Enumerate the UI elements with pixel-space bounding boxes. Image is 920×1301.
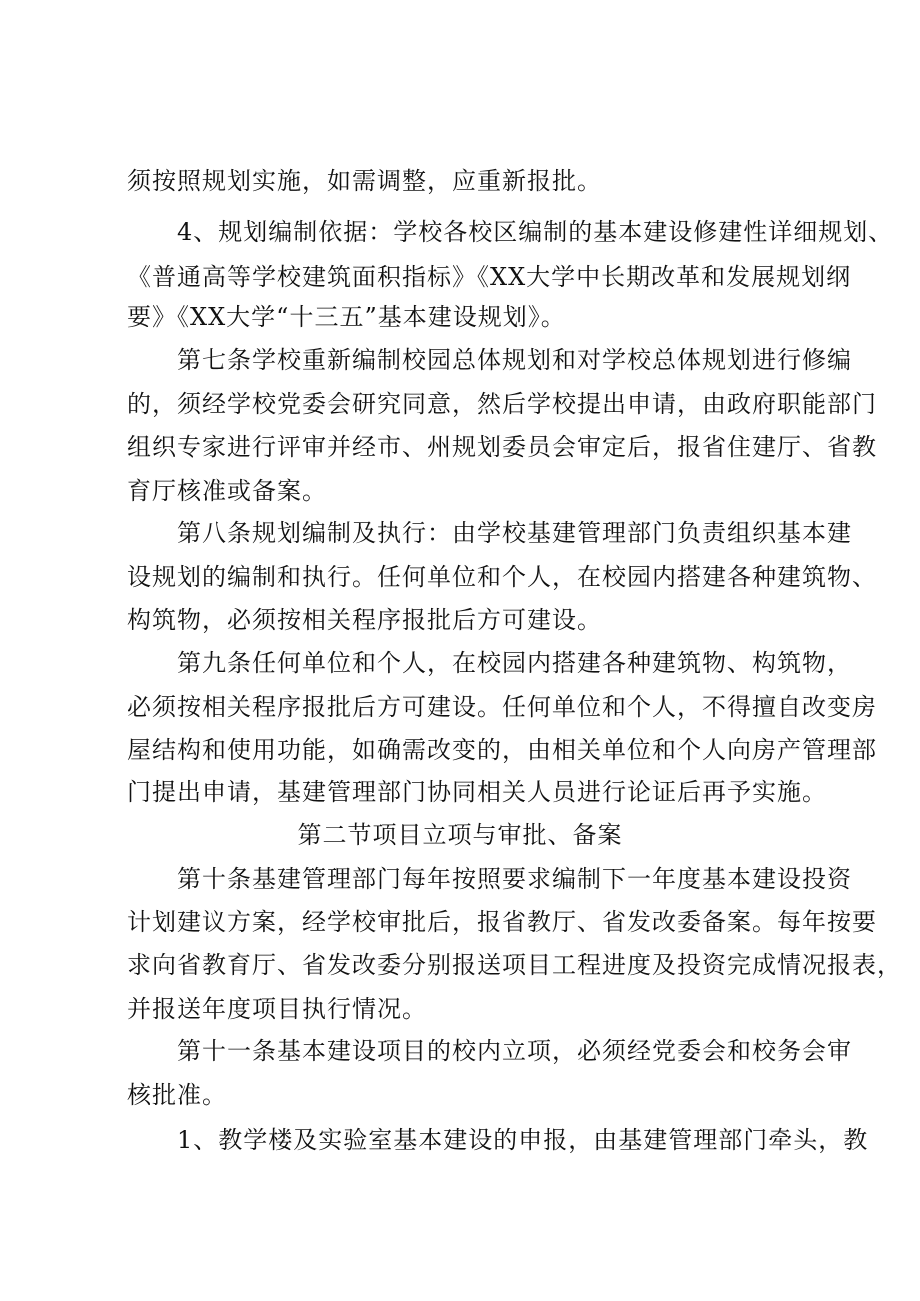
text-line-10: 设规划的编制和执行。任何单位和个人，在校园内搭建各种建筑物、: [127, 563, 877, 591]
text-line-9: 第八条规划编制及执行：由学校基建管理部门负责组织基本建: [177, 519, 852, 547]
text-line-19: 求向省教育厅、省发改委分别报送项目工程进度及投资完成情况报表，: [127, 951, 902, 979]
text-line-3: 《普通高等学校建筑面积指标》《XX大学中长期改革和发展规划纲: [127, 263, 852, 291]
text-line-20: 并报送年度项目执行情况。: [127, 995, 427, 1023]
text-line-12: 第九条任何单位和个人，在校园内搭建各种建筑物、构筑物，: [177, 649, 852, 677]
text-line-13: 必须按相关程序报批后方可建设。任何单位和个人，不得擅自改变房: [127, 693, 877, 721]
text-line-5: 第七条学校重新编制校园总体规划和对学校总体规划进行修编: [177, 346, 852, 374]
text-line-2: 4、规划编制依据：学校各校区编制的基本建设修建性详细规划、: [177, 218, 894, 246]
text-line-21: 第十一条基本建设项目的校内立项，必须经党委会和校务会审: [177, 1037, 852, 1065]
text-line-23: 1、教学楼及实验室基本建设的申报，由基建管理部门牵头，教: [177, 1126, 869, 1154]
text-line-11: 构筑物，必须按相关程序报批后方可建设。: [127, 606, 602, 634]
text-line-14: 屋结构和使用功能，如确需改变的，由相关单位和个人向房产管理部: [127, 736, 877, 764]
text-line-8: 育厅核准或备案。: [127, 477, 327, 505]
text-line-1: 须按照规划实施，如需调整，应重新报批。: [127, 167, 602, 195]
text-line-18: 计划建议方案，经学校审批后，报省教厅、省发改委备案。每年按要: [127, 908, 877, 936]
text-line-17: 第十条基建管理部门每年按照要求编制下一年度基本建设投资: [177, 865, 852, 893]
text-line-4: 要》《XX大学“十三五”基本建设规划》。: [127, 303, 566, 331]
text-line-7: 组织专家进行评审并经市、州规划委员会审定后，报省住建厅、省教: [127, 433, 877, 461]
text-line-22: 核批准。: [127, 1081, 227, 1109]
text-line-15: 门提出申请，基建管理部门协同相关人员进行论证后再予实施。: [127, 778, 827, 806]
text-line-6: 的，须经学校党委会研究同意，然后学校提出申请，由政府职能部门: [127, 390, 877, 418]
section-heading: 第二节项目立项与审批、备案: [297, 821, 623, 849]
